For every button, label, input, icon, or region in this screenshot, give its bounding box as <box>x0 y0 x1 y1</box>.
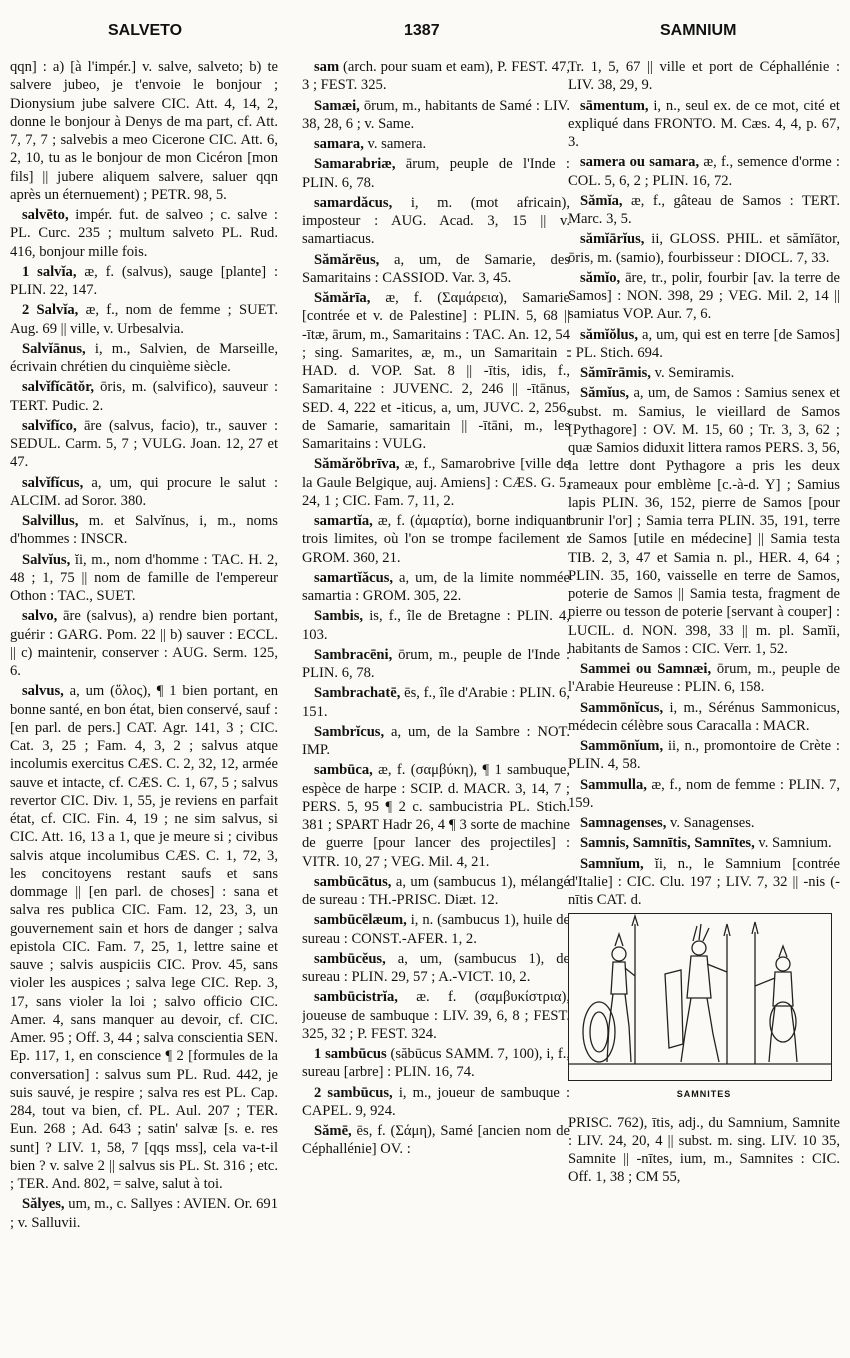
header-last-headword: SAMNIUM <box>660 22 737 39</box>
entry-headword: sam <box>314 59 340 75</box>
entry-headword: Sammulla, <box>580 776 647 793</box>
page-header <box>0 22 850 46</box>
entry-headword: samartĭa, <box>314 513 373 529</box>
entry-headword: Sammōnĭum, <box>580 738 664 754</box>
dictionary-entry <box>568 364 840 382</box>
entry-headword: sămĭŏlus, <box>580 326 638 343</box>
entry-headword: Sămărīa, <box>314 290 371 306</box>
dictionary-entry <box>10 206 278 261</box>
entry-headword: sămĭārĭus, <box>580 231 645 248</box>
entry-headword: 2 Salvĭa, <box>22 302 79 319</box>
entry-definition: æ, f., semence d'orme : COL. 5, 6, 2 ; PLIN. 16, 72. <box>568 154 840 189</box>
entry-definition: v. samera. <box>363 136 427 152</box>
entry-headword: Sălyes, <box>22 1196 65 1213</box>
dictionary-entry <box>302 1122 570 1159</box>
entry-headword: samara, <box>314 136 364 152</box>
entry-headword: salvo, <box>22 608 58 625</box>
entry-definition: m. et Salvĭnus, i, m., noms d'hommes : INSCR. <box>10 513 278 548</box>
column-right <box>568 58 840 1348</box>
dictionary-entry <box>302 607 570 644</box>
entry-definition: v. Sanagenses. <box>666 815 755 831</box>
entry-definition: a, um, de Samos : Samius senex et subst. m. Samius, le vieillard de Samos [Pythagore] : OV. M. 15, 60 ; Tr. 3, 3, 62 ; quæ Samios diduxit littera ramos PERS. 3, 56, la lettre dont Pythagore a pris les deux rameaux pour emblème [c.-à-d. Y] ; Samius lapis PLIN. 36, 152, pierre de Samos [pour brunir l'or] ; Samia terra PLIN. 35, 191, terre de Samos [utile en médecine] || Samia testa TIB. 2, 3, 47 et Samia n. pl., HER. 4, 64 ; PLIN. 35, 160, vaisselle en terre de Samos, poterie de Samos || Samia testa, fragment de pierre ou tesson de poterie [servant à couper] : LUCIL. d. NON. 398, 33 || m. pl. Samĭi, habitants de Samos : CIC. Verr. 1, 52. <box>568 385 840 657</box>
entry-definition: æ, f. (ἁμαρτία), borne indiquant trois limites, où l'on se trompe facilement : GROM. 360, 21. <box>302 513 570 566</box>
entry-headword: Sambrachatē, <box>314 685 401 702</box>
dictionary-entry <box>302 723 570 760</box>
dictionary-entry <box>302 135 570 153</box>
entry-definition: ōrum, m., peuple de l'Arabie Heureuse : PLIN. 6, 158. <box>568 661 840 696</box>
entry-definition: i, m., Sérénus Sammonicus, médecin célèbre sous Caracalla : MACR. <box>568 699 840 734</box>
entry-headword: 2 sambūcus, <box>314 1084 393 1101</box>
entry-headword: 1 sambūcus <box>314 1046 387 1062</box>
entry-headword: Samæi, <box>314 97 360 114</box>
entry-headword: salvus, <box>22 683 64 700</box>
entry-headword: Sammōnĭcus, <box>580 699 664 716</box>
dictionary-entry <box>302 684 570 721</box>
dictionary-entry <box>568 814 840 832</box>
entry-definition: v. Semiramis. <box>650 365 735 381</box>
dictionary-entry <box>302 512 570 567</box>
entry-headword: Salvĭus, <box>22 551 71 568</box>
entry-definition: ōris, m. (salvifico), sauveur : TERT. Pudic. 2. <box>10 379 278 414</box>
entry-headword: 1 salvĭa, <box>22 263 77 280</box>
column-right-entries <box>568 58 840 909</box>
entry-definition: āre (salvus), a) rendre bien portant, guérir : GARG. Pom. 22 || b) sauver : ECCL. || c) maintenir, conserver : AUG. Serm. 125, 6. <box>10 608 278 679</box>
dictionary-entry <box>10 417 278 472</box>
entry-definition: i, n. (sambucus 1), huile de sureau : CONST.-AFER. 1, 2. <box>302 912 570 947</box>
entry-headword: sambūcĕus, <box>314 950 386 967</box>
entry-headword: Sămĭa, <box>580 192 623 209</box>
entry-headword: salvēto, <box>22 207 69 223</box>
entry-headword: salvĭfĭcus, <box>22 474 84 491</box>
entry-definition: i, m. (mot africain), imposteur : AUG. Acad. 3, 15 || v. samartiacus. <box>302 194 570 248</box>
dictionary-entry <box>568 660 840 697</box>
dictionary-entry <box>302 251 570 288</box>
entry-definition: v. Samnium. <box>754 835 832 852</box>
entry-headword: Sambracēni, <box>314 646 393 663</box>
dictionary-entry <box>568 58 840 95</box>
dictionary-entry <box>568 384 840 658</box>
entry-definition: ēs, f., île d'Arabie : PLIN. 6, 151. <box>302 685 570 720</box>
dictionary-entry <box>10 682 278 1193</box>
entry-headword: samartĭăcus, <box>314 569 394 586</box>
dictionary-entry <box>10 607 278 680</box>
column-left <box>10 58 278 1348</box>
entry-definition: āre (salvus, facio), tr., sauver : SEDUL. Carm. 5, 7 ; VULG. Joan. 12, 27 et 47. <box>10 417 278 471</box>
dictionary-entry <box>568 737 840 774</box>
dictionary-entry <box>302 97 570 134</box>
entry-definition: (săbūcus SAMM. 7, 100), i, f., sureau [arbre] : PLIN. 16, 74. <box>302 1046 570 1081</box>
entry-definition: um, m., c. Sallyes : AVIEN. Or. 691 ; v. Salluvii. <box>10 1196 278 1231</box>
entry-headword: Salvĭānus, <box>22 340 86 357</box>
entry-definition: æ, f. (σαμβύκη), ¶ 1 sambuque, espèce de harpe : SCIP. d. MACR. 3, 14, 7 ; PERS. 5, 95 ¶ 2 c. sambucistria PL. Stich. 381 ; SPART Hadr 26, 4 ¶ 3 sorte de machine de guerre [pour lancer des projectiles] : VITR. 10, 27 ; VEG. Mil. 4, 21. <box>302 762 570 870</box>
entry-definition: qqn] : a) [à l'impér.] v. salve, salveto; b) te salvere jubeo, je t'envoie le bonjour ; Dionysium jube salvere CIC. Att. 4, 14, 2, donne le bonjour à Denys de ma part, cf. Att. 7, 7, 7 ; salvebis a meo Cicerone CIC. Att. 6, 2, 10, tu as le bonjour de mon Cicéron [mon fils] || jubere aliquem salvere, saluer qqn après un éternuement) ; PETR. 98, 5. <box>10 59 278 203</box>
dictionary-entry <box>10 551 278 606</box>
dictionary-entry <box>10 378 278 415</box>
column-right-continuation <box>568 1114 840 1187</box>
dictionary-entry <box>568 230 840 267</box>
entry-definition: ĭi, n., le Samnium [contrée d'Italie] : CIC. Clu. 197 ; LIV. 7, 32 || -nis (-nītis CAT. d. <box>568 855 840 908</box>
entry-definition: i, m., joueur de sambuque : CAPEL. 9, 924. <box>302 1084 570 1119</box>
dictionary-entry <box>302 1084 570 1121</box>
dictionary-entry <box>10 58 278 204</box>
page-number: 1387 <box>404 22 440 39</box>
entry-definition: a, um, de la Sambre : NOT. IMP. <box>302 723 570 758</box>
entry-headword: Sămărŏbrīva, <box>314 456 400 473</box>
entry-definition: PRISC. 762), ītis, adj., du Samnium, Samnite : LIV. 24, 20, 4 || subst. m. sing. LIV. 10 35, Samnite || -nītes, ium, m., Samnites : CIC. Off. 1, 38 ; CM 55, <box>568 1114 840 1186</box>
entry-headword: Samnis, Samnītis, Samnītes, <box>580 835 755 852</box>
entry-headword: Salvillus, <box>22 513 79 529</box>
entry-headword: sămĭo, <box>580 269 621 286</box>
entry-headword: Samnagenses, <box>580 815 667 831</box>
entry-definition: ii, n., promontoire de Crète : PLIN. 4, 58. <box>568 738 840 773</box>
dictionary-entry <box>568 1114 840 1187</box>
entry-definition: ēs, f. (Σάμη), Samé [ancien nom de Céphallénie] OV. : <box>302 1123 570 1158</box>
dictionary-entry <box>302 194 570 249</box>
entry-definition: ii, GLOSS. PHIL. et sămĭātor, ōris, m. (samio), fourbisseur : DIOCL. 7, 33. <box>568 231 840 266</box>
dictionary-entry <box>568 269 840 324</box>
dictionary-entry <box>302 289 570 453</box>
header-first-headword: SALVETO <box>108 22 183 39</box>
dictionary-entry <box>568 834 840 852</box>
entry-definition: æ, f. (salvus), sauge [plante] : PLIN. 22, 147. <box>10 263 278 298</box>
entry-headword: sambūcēlæum, <box>314 912 407 929</box>
entry-definition: Tr. 1, 5, 67 || ville et port de Céphallénie : LIV. 38, 29, 9. <box>568 59 840 94</box>
dictionary-entry <box>302 988 570 1043</box>
dictionary-entry <box>568 855 840 910</box>
entry-definition: (arch. pour suam et eam), P. FEST. 47, 3 ; FEST. 325. <box>302 59 570 94</box>
dictionary-entry <box>302 58 570 95</box>
dictionary-entry <box>10 474 278 511</box>
entry-headword: salvĭfĭco, <box>22 417 77 434</box>
entry-definition: i, m., Salvien, de Marseille, écrivain chrétien du cinquième siècle. <box>10 340 278 375</box>
illustration-caption: SAMNITES <box>676 1089 732 1100</box>
entry-definition: a, um (ὅλος), ¶ 1 bien portant, en bonne santé, en bon état, bien conservé, sauf : [en parl. de pers.] CAT. Agr. 141, 3 ; CIC. Cat. 3, 25 ; Fam. 4, 3, 2 ; salvus atque incolumis exercitus CÆS. C. 2, 32, 12, armée sauve et intacte, cf. CÆS. C. 1, 67, 5 ; salvus revertor CIC. Div. 1, 55, je reviens en parfait état, cf. CIC. Fin. 4, 19 ; ne sim salvus, si CIC. Att. 16, 13 a 1, que je meure si ; civibus salvis atque incolumibus CÆS. C. 1, 72, 3, les concitoyens restant saufs et sans dommage || [en parl. de choses] : sana et salva res publica CIC. Fam. 12, 23, 3, un gouvernement sain et hors de danger ; salva epistola CIC. Fam. 7, 25, 1, lettre saine et sauve ; salvis auspiciis CIC. Prov. 45, sans violer les auspices ; salva lege CIC. Rep. 3, 17, sans violer la loi ; salvo officio CIC. Amer. 4, sans manquer au devoir, cf. CIC. Amer. 95 ; Off. 3, 44 ; salva conscientia SEN. Ep. 117, 1, en conscience ¶ 2 [formules de la conversation] : salvus sum PL. Rud. 442, je suis sauvé, je respire ; salva res est PL. Cap. 284, tout va bien, cf. PL. Aul. 207 ; TER. Eun. 268 ; Ad. 643 ; satin' salvæ [s. e. res sunt] ? LIV. 1, 58, 7 [qqs mss], cela va-t-il bien ? v. salve 2 || salvus sis PL. St. 316 ; etc. ; TER. And. 802, = salve, salut à toi. <box>10 683 278 1192</box>
entry-headword: sāmentum, <box>580 97 649 114</box>
dictionary-entry <box>568 153 840 190</box>
dictionary-entry <box>302 455 570 510</box>
dictionary-entry <box>302 873 570 910</box>
entry-definition: a, um, (sambucus 1), de sureau : PLIN. 29, 57 ; A.-VICT. 10, 2. <box>302 950 570 985</box>
dictionary-entry <box>568 192 840 229</box>
entry-headword: Sambrĭcus, <box>314 723 385 740</box>
entry-definition: a, um, qui procure le salut : ALCIM. ad Soror. 380. <box>10 474 278 509</box>
entry-headword: sambūcistrĭa, <box>314 989 398 1006</box>
entry-definition: a, um, qui est en terre [de Samos] : PL. Stich. 694. <box>568 326 840 361</box>
dictionary-entry <box>10 301 278 338</box>
entry-definition: ōrum, m., peuple de l'Inde : PLIN. 6, 78. <box>302 646 570 681</box>
entry-headword: samera ou samara, <box>580 154 700 171</box>
dictionary-entry <box>10 340 278 377</box>
dictionary-entry <box>302 1045 570 1082</box>
entry-headword: sambūca, <box>314 762 373 779</box>
dictionary-entry <box>302 155 570 192</box>
dictionary-entry <box>10 263 278 300</box>
column-middle <box>302 58 570 1348</box>
entry-definition: æ, f. (Σαμάρεια), Samarie [contrée et v. de Palestine] : PLIN. 5, 68 || -ītæ, ārum, m., Samaritains : TAC. An. 12, 54 ; sing. Samarites, æ, m., un Samaritain : HAD. d. VOP. Sat. 8 || -ītis, idis, f., Samaritaine : JUVENC. 2, 246 || -ītānus, SED. 4, 222 et -iticus, a, um, JUVC. 2, 256, de Samarie, samaritain || -ītāni, m., les Samaritains : VULG. <box>302 290 570 452</box>
dictionary-entry <box>302 950 570 987</box>
entry-headword: Samarabriæ, <box>314 156 396 173</box>
entry-definition: i, n., seul ex. de ce mot, cité et expliqué dans FRONTO. M. Cæs. 4, 4, p. 67, 3. <box>568 97 840 150</box>
dictionary-entry <box>302 911 570 948</box>
dictionary-entry <box>568 326 840 363</box>
entry-headword: Sămīrāmis, <box>580 365 651 381</box>
entry-headword: samardăcus, <box>314 194 393 211</box>
entry-headword: Sammei ou Samnæi, <box>580 661 712 677</box>
entry-definition: ōrum, m., habitants de Samé : LIV. 38, 28, 6 ; v. Same. <box>302 97 570 132</box>
entry-headword: Sambis, <box>314 608 364 625</box>
entry-definition: a, um, de la limite nommée samartia : GROM. 305, 22. <box>302 569 570 604</box>
dictionary-entry <box>568 97 840 152</box>
entry-definition: ārum, peuple de l'Inde : PLIN. 6, 78. <box>302 156 570 191</box>
entry-definition: ĭi, m., nom d'homme : TAC. H. 2, 48 ; 1, 75 || nom de famille de l'empereur Othon : TAC., SUET. <box>10 551 278 604</box>
entry-headword: Samnĭum, <box>580 855 644 872</box>
entry-definition: æ. f. (σαμβυκίστρια), joueuse de sambuque : LIV. 39, 6, 8 ; FEST. 325, 32 ; P. FEST. 324. <box>302 989 570 1042</box>
entry-definition: æ, f., gâteau de Samos : TERT. Marc. 3, 5. <box>568 192 840 227</box>
samnite-warriors-illustration <box>568 913 832 1081</box>
entry-definition: impér. fut. de salveo ; c. salve : PL. Curc. 235 ; multum salveto PL. Rud. 416, bonjour mille fois. <box>10 207 278 260</box>
dictionary-entry <box>302 569 570 606</box>
dictionary-entry <box>302 646 570 683</box>
entry-definition: æ, f., Samarobrive [ville de la Gaule Belgique, auj. Amiens] : CÆS. G. 5, 24, 1 ; CIC. Fam. 7, 11, 2. <box>302 456 570 509</box>
entry-headword: Sămărēus, <box>314 251 380 268</box>
entry-definition: æ, f., nom de femme : PLIN. 7, 159. <box>568 776 840 811</box>
entry-definition: is, f., île de Bretagne : PLIN. 4, 103. <box>302 608 570 643</box>
entry-headword: salvĭfĭcātŏr, <box>22 379 95 396</box>
dictionary-entry <box>568 776 840 813</box>
entry-definition: a, um (sambucus 1), mélangé de sureau : TH.-PRISC. Diæt. 12. <box>302 873 570 908</box>
dictionary-entry <box>10 512 278 549</box>
dictionary-entry <box>302 761 570 871</box>
dictionary-entry <box>10 1195 278 1232</box>
entry-definition: a, um, de Samarie, des Samaritains : CASSIOD. Var. 3, 45. <box>302 251 570 286</box>
entry-headword: Sămē, <box>314 1123 352 1139</box>
entry-headword: Sămĭus, <box>580 385 630 402</box>
entry-definition: æ, f., nom de femme ; SUET. Aug. 69 || ville, v. Urbesalvia. <box>10 302 278 337</box>
dictionary-entry <box>568 699 840 736</box>
entry-headword: sambūcātus, <box>314 873 392 890</box>
entry-definition: āre, tr., polir, fourbir [av. la terre de Samos] : NON. 398, 29 ; VEG. Mil. 2, 14 || samiatus VOP. Aur. 7, 6. <box>568 269 840 323</box>
